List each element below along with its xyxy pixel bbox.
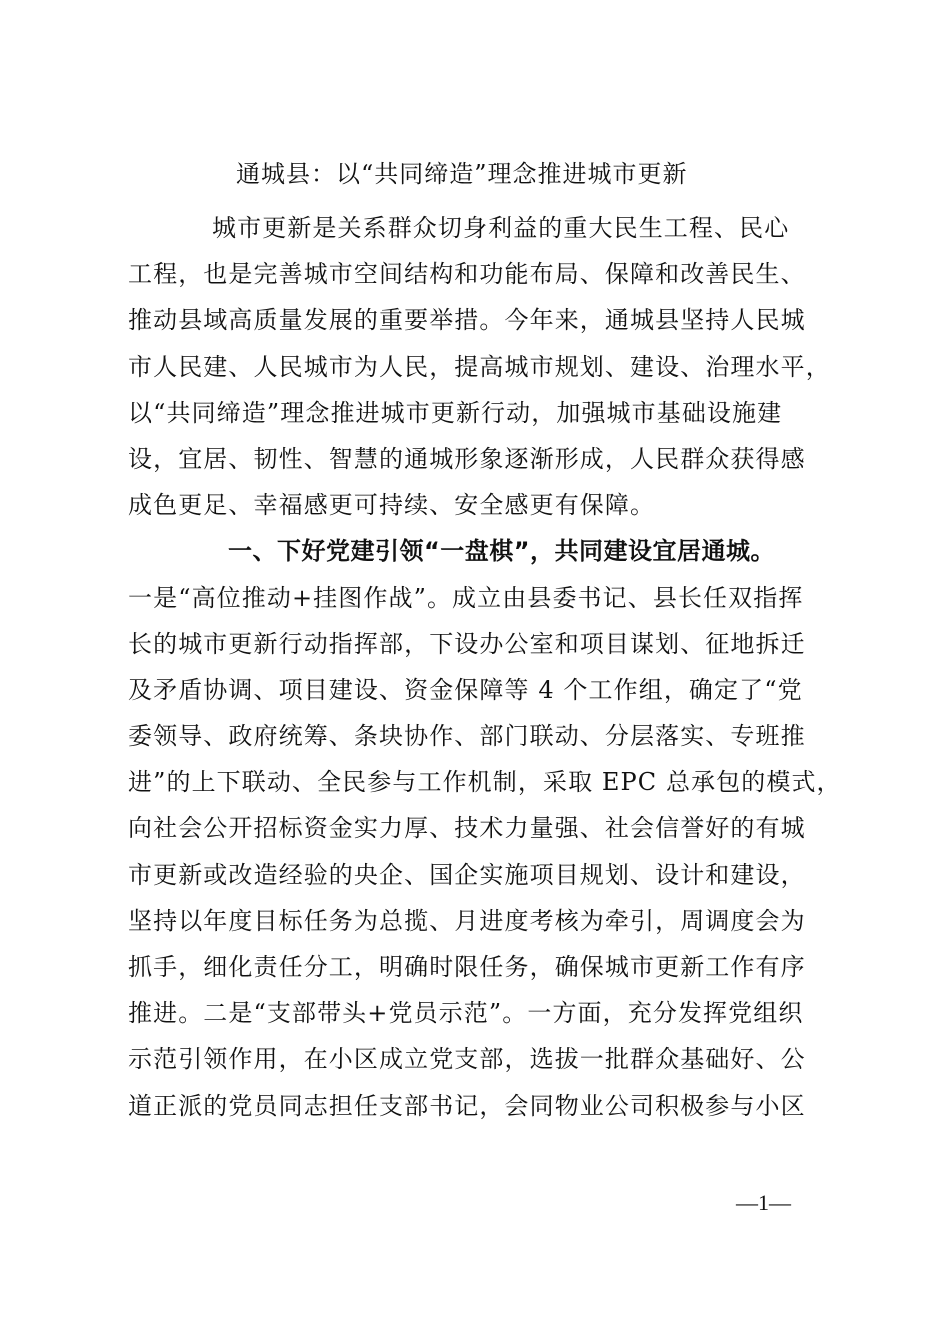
paragraph-line: 委领导、政府统筹、条块协作、部门联动、分层落实、专班推	[128, 722, 806, 751]
paragraph-line: 长的城市更新行动指挥部，下设办公室和项目谋划、征地拆迁	[128, 629, 806, 658]
paragraph-line: 成色更足、幸福感更可持续、安全感更有保障。	[128, 491, 656, 520]
paragraph-line: 设，宜居、韧性、智慧的通城形象逐渐形成，人民群众获得感	[128, 444, 806, 473]
paragraph-line: 城市更新是关系群众切身利益的重大民生工程、民心	[212, 214, 790, 242]
paragraph-line: 及矛盾协调、项目建设、资金保障等 4 个工作组，确定了“党	[128, 675, 803, 704]
paragraph-line: 坚持以年度目标任务为总揽、月进度考核为牵引，周调度会为	[128, 906, 806, 935]
paragraph-line: 向社会公开招标资金实力厚、技术力量强、社会信誉好的有城	[128, 814, 806, 843]
paragraph-line: 推进。二是“支部带头+党员示范”。一方面，充分发挥党组织	[128, 999, 804, 1028]
page-number: —1—	[736, 1190, 791, 1215]
paragraph-line: 抓手，细化责任分工，明确时限任务，确保城市更新工作有序	[128, 953, 806, 981]
paragraph-line: 一是“高位推动+挂图作战”。成立由县委书记、县长任双指挥	[128, 583, 804, 612]
paragraph-line: 示范引领作用，在小区成立党支部，选拔一批群众基础好、公	[128, 1045, 806, 1074]
paragraph-line: 工程，也是完善城市空间结构和功能布局、保障和改善民生、	[128, 260, 806, 289]
paragraph-line: 推动县域高质量发展的重要举措。今年来，通城县坚持人民城	[128, 306, 806, 335]
section-heading: 一、下好党建引领“一盘棋”，共同建设宜居通城。	[228, 537, 776, 566]
paragraph-line: 以“共同缔造”理念推进城市更新行动，加强城市基础设施建	[128, 398, 783, 427]
paragraph-line: 市更新或改造经验的央企、国企实施项目规划、设计和建设，	[128, 860, 806, 889]
paragraph-line: 道正派的党员同志担任支部书记，会同物业公司积极参与小区	[128, 1091, 806, 1120]
document-body	[128, 205, 842, 1129]
paragraph-line: 进”的上下联动、全民参与工作机制，采取 EPC 总承包的模式，	[128, 768, 842, 797]
document-title: 通城县：以“共同缔造”理念推进城市更新	[236, 160, 688, 188]
paragraph-line: 市人民建、人民城市为人民，提高城市规划、建设、治理水平，	[128, 352, 831, 381]
